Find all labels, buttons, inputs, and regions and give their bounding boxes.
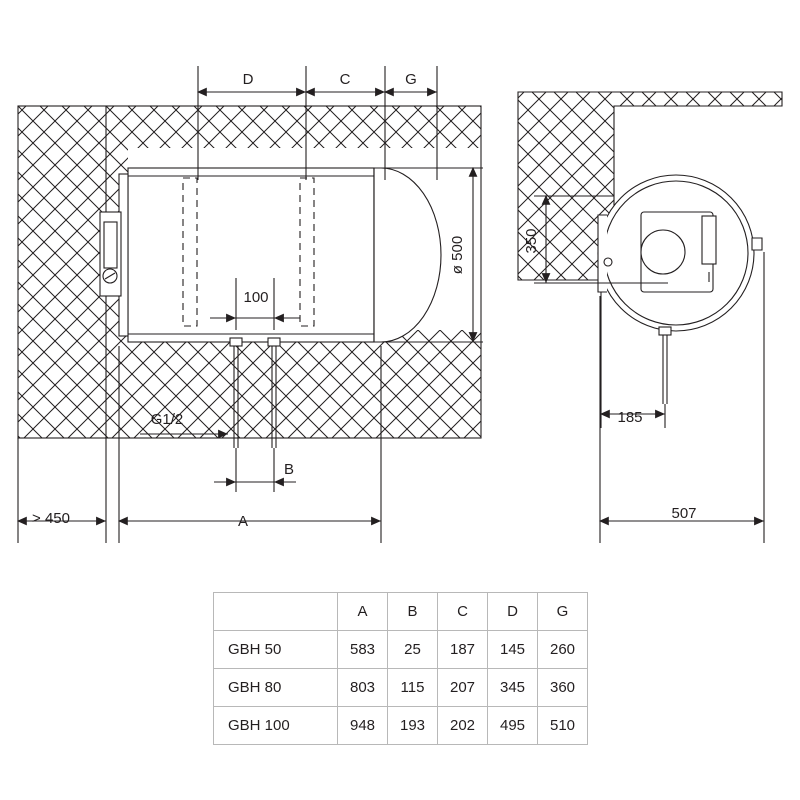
table-header-G: G: [538, 593, 588, 631]
label-dim-B: B: [283, 461, 295, 478]
label-dim-100: 100: [243, 289, 269, 306]
cell-G: 260: [538, 631, 588, 669]
table-row: [214, 707, 588, 745]
cell-G: 510: [538, 707, 588, 745]
cell-D: 145: [488, 631, 538, 669]
cell-B: 25: [388, 631, 438, 669]
cell-D: 345: [488, 669, 538, 707]
cell-C: 207: [438, 669, 488, 707]
table-header-C: C: [438, 593, 488, 631]
cell-model: GBH 100: [214, 707, 338, 745]
label-dim-G: G: [405, 71, 417, 88]
label-dim-507: 507: [671, 505, 697, 522]
label-dim-185: 185: [617, 409, 643, 426]
table-row: [214, 631, 588, 669]
table-header-A: A: [338, 593, 388, 631]
label-dim-thread: G1/2: [150, 411, 184, 428]
cell-C: 202: [438, 707, 488, 745]
cell-D: 495: [488, 707, 538, 745]
label-dim-D: D: [242, 71, 254, 88]
table-row: [214, 669, 588, 707]
cell-model: GBH 50: [214, 631, 338, 669]
table-header-B: B: [388, 593, 438, 631]
cell-A: 948: [338, 707, 388, 745]
label-dim-clearance: > 450: [32, 510, 70, 527]
table-header-row: [214, 593, 588, 631]
cell-G: 360: [538, 669, 588, 707]
label-dim-A: A: [237, 513, 249, 530]
table-header-D: D: [488, 593, 538, 631]
cell-B: 193: [388, 707, 438, 745]
cell-A: 583: [338, 631, 388, 669]
label-dim-diameter: ø 500: [449, 235, 466, 275]
heater-body-end-view: [598, 175, 762, 404]
cell-B: 115: [388, 669, 438, 707]
label-dim-C: C: [339, 71, 351, 88]
cell-A: 803: [338, 669, 388, 707]
cell-C: 187: [438, 631, 488, 669]
cell-model: GBH 80: [214, 669, 338, 707]
table-header-model: [214, 593, 338, 631]
model-dimension-table: [213, 592, 588, 745]
label-dim-350: 350: [523, 228, 540, 254]
